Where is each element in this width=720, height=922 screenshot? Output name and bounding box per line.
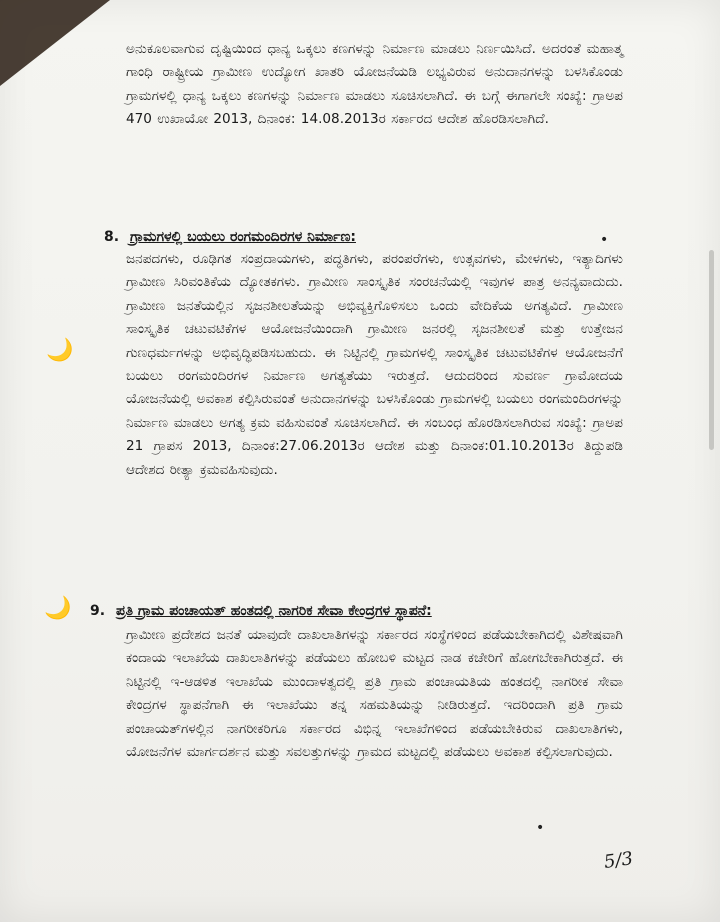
section-9-paragraph: ಗ್ರಾಮೀಣ ಪ್ರದೇಶದ ಜನತೆ ಯಾವುದೇ ದಾಖಲಾತಿಗಳನ್ನು ಸರ್ಕಾರದ ಸಂಸ್ಥೆಗಳಿಂದ ಪಡೆಯಬೇಕಾಗಿದಲ್ಲಿ ವಿಶೇಷವಾಗಿ ಕಂದಾಯ ಇಲಾಖೆಯ ದಾಖಲಾತಿಗಳನ್ನು ಪಡೆಯಲು ಹೋಬಳಿ ಮಟ್ಟದ ನಾಡ ಕಚೇರಿಗೆ ಹೋಗಬೇಕಾಗಿರುತ್ತದೆ. ಈ ನಿಟ್ಟಿನಲ್ಲಿ ಇ-ಆಡಳಿತ ಇಲಾಖೆಯ ಮುಂದಾಳತ್ವದಲ್ಲಿ ಪ್ರತಿ ಗ್ರಾಮ ಪಂಚಾಯತಿಯ ಹಂತದಲ್ಲಿ ನಾಗರೀಕ ಸೇವಾ ಕೇಂದ್ರಗಳ ಸ್ಥಾಪನೆಗಾಗಿ ಈ ಇಲಾಖೆಯು ತನ್ನ ಸಹಮತಿಯನ್ನು ನೀಡಿರುತ್ತದೆ. ಇದರಿಂದಾಗಿ ಪ್ರತಿ ಗ್ರಾಮ ಪಂಚಾಯತ್‌ಗಳಲ್ಲಿನ ನಾಗರೀಕರಿಗೂ ಸರ್ಕಾರದ ವಿಭಿನ್ನ ಇಲಾಖೆಗಳಿಂದ ಪಡೆಯಬೇಕಿರುವ ದಾಖಲಾತಿಗಳು, ಯೋಜನೆಗಳ ಮಾರ್ಗದರ್ಶನ ಮತ್ತು ಸವಲತ್ತುಗಳನ್ನು ಗ್ರಾಮದ ಮಟ್ಟದಲ್ಲಿ ಪಡೆಯಲು ಅವಕಾಶ ಕಲ್ಪಿಸಲಾಗುವುದು. [126,627,623,761]
page-corner-shadow [0,0,110,86]
section-9-number: 9. [90,603,106,619]
punch-hole-mark: 🌙 [46,338,74,363]
punch-hole-mark: 🌙 [44,596,72,621]
section-8-title: ಗ್ರಾಮಗಳಲ್ಲಿ ಬಯಲು ರಂಗಮಂದಿರಗಳ ನಿರ್ಮಾಣ: [130,229,356,245]
intro-paragraph: ಅನುಕೂಲವಾಗುವ ದೃಷ್ಟಿಯಿಂದ ಧಾನ್ಯ ಒಕ್ಕಲು ಕಣಗಳನ್ನು ನಿರ್ಮಾಣ ಮಾಡಲು ನಿರ್ಣಯಿಸಿದೆ. ಅದರಂತೆ ಮಹಾತ್ಮ ಗಾಂಧಿ ರಾಷ್ಟ್ರೀಯ ಗ್ರಾಮೀಣ ಉದ್ಯೋಗ ಖಾತರಿ ಯೋಜನೆಯಡಿ ಲಭ್ಯವಿರುವ ಅನುದಾನಗಳನ್ನು ಬಳಸಿಕೊಂಡು ಗ್ರಾಮಗಳಲ್ಲಿ ಧಾನ್ಯ ಒಕ್ಕಲು ಕಣಗಳನ್ನು ನಿರ್ಮಾಣ ಮಾಡಲು ಸೂಚಿಸಲಾಗಿದೆ. ಈ ಬಗ್ಗೆ ಈಗಾಗಲೇ ಸಂಖ್ಯೆ: ಗ್ರಾಅಪ 470 ಉಖಾಯೋ 2013, ದಿನಾಂಕ: 14.08.2013ರ ಸರ್ಕಾರದ ಆದೇಶ ಹೊರಡಿಸಲಾಗಿದೆ. [126,41,623,128]
scrollbar[interactable] [709,250,714,450]
stray-mark: • [536,820,545,836]
section-8-paragraph: ಜನಪದಗಳು, ರೂಢಿಗತ ಸಂಪ್ರದಾಯಗಳು, ಪದ್ಧತಿಗಳು, ಪರಂಪರೆಗಳು, ಉತ್ಸವಗಳು, ಮೇಳಗಳು, ಇತ್ಯಾದಿಗಳು ಗ್ರಾಮೀಣ ಸಿರಿವಂತಿಕೆಯ ದ್ಯೋತಕಗಳು. ಗ್ರಾಮೀಣ ಸಾಂಸ್ಕೃತಿಕ ಸಂರಚನೆಯಲ್ಲಿ ಇವುಗಳ ಪಾತ್ರ ಅನನ್ಯವಾದುದು. ಗ್ರಾಮೀಣ ಜನತೆಯಲ್ಲಿನ ಸೃಜನಶೀಲತೆಯನ್ನು ಅಭಿವ್ಯಕ್ತಿಗೊಳಿಸಲು ಒಂದು ವೇದಿಕೆಯ ಅಗತ್ಯವಿದೆ. ಗ್ರಾಮೀಣ ಸಾಂಸ್ಕೃತಿಕ ಚಟುವಟಿಕೆಗಳ ಆಯೋಜನೆಯಿಂದಾಗಿ ಗ್ರಾಮೀಣ ಜನರಲ್ಲಿ ಸೃಜನಶೀಲತೆ ಮತ್ತು ಉತ್ತೇಜನ ಗುಣಧರ್ಮಗಳನ್ನು ಅಭಿವೃದ್ಧಿಪಡಿಸಬಹುದು. ಈ ನಿಟ್ಟಿನಲ್ಲಿ ಗ್ರಾಮಗಳಲ್ಲಿ ಸಾಂಸ್ಕೃತಿಕ ಚಟುವಟಿಕೆಗಳ ಆಯೋಜನೆಗೆ ಬಯಲು ರಂಗಮಂದಿರಗಳ ನಿರ್ಮಾಣ ಅಗತ್ಯತೆಯು ಇರುತ್ತದೆ. ಆದುದರಿಂದ ಸುವರ್ಣ ಗ್ರಾಮೋದಯ ಯೋಜನೆಯಲ್ಲಿ ಅವಕಾಶ ಕಲ್ಪಿಸಿರುವಂತೆ ಅನುದಾನಗಳನ್ನು ಬಳಸಿಕೊಂಡು ಗ್ರಾಮಗಳಲ್ಲಿ ಬಯಲು ರಂಗಮಂದಿರಗಳನ್ನು ನಿರ್ಮಾಣ ಮಾಡಲು ಅಗತ್ಯ ಕ್ರಮ ವಹಿಸುವಂತೆ ಸೂಚಿಸಲಾಗಿದೆ. ಈ ಸಂಬಂಧ ಹೊರಡಿಸಲಾಗಿರುವ ಸಂಖ್ಯೆ: ಗ್ರಾಅಪ 21 ಗ್ರಾಪಸ 2013, ದಿನಾಂಕ:27.06.2013ರ ಆದೇಶ ಮತ್ತು ದಿನಾಂಕ:01.10.2013ರ ತಿದ್ದುಪಡಿ ಆದೇಶದ ರೀತ್ಯಾ ಕ್ರಮವಹಿಸುವುದು. [126,251,623,478]
stray-mark: • [600,232,609,248]
section-8-number: 8. [104,229,120,245]
section-9-title: ಪ್ರತಿ ಗ್ರಾಮ ಪಂಚಾಯತ್ ಹಂತದಲ್ಲಿ ನಾಗರಿಕ ಸೇವಾ ಕೇಂದ್ರಗಳ ಸ್ಥಾಪನೆ: [116,603,432,619]
page-number: 5/3 [602,848,635,873]
